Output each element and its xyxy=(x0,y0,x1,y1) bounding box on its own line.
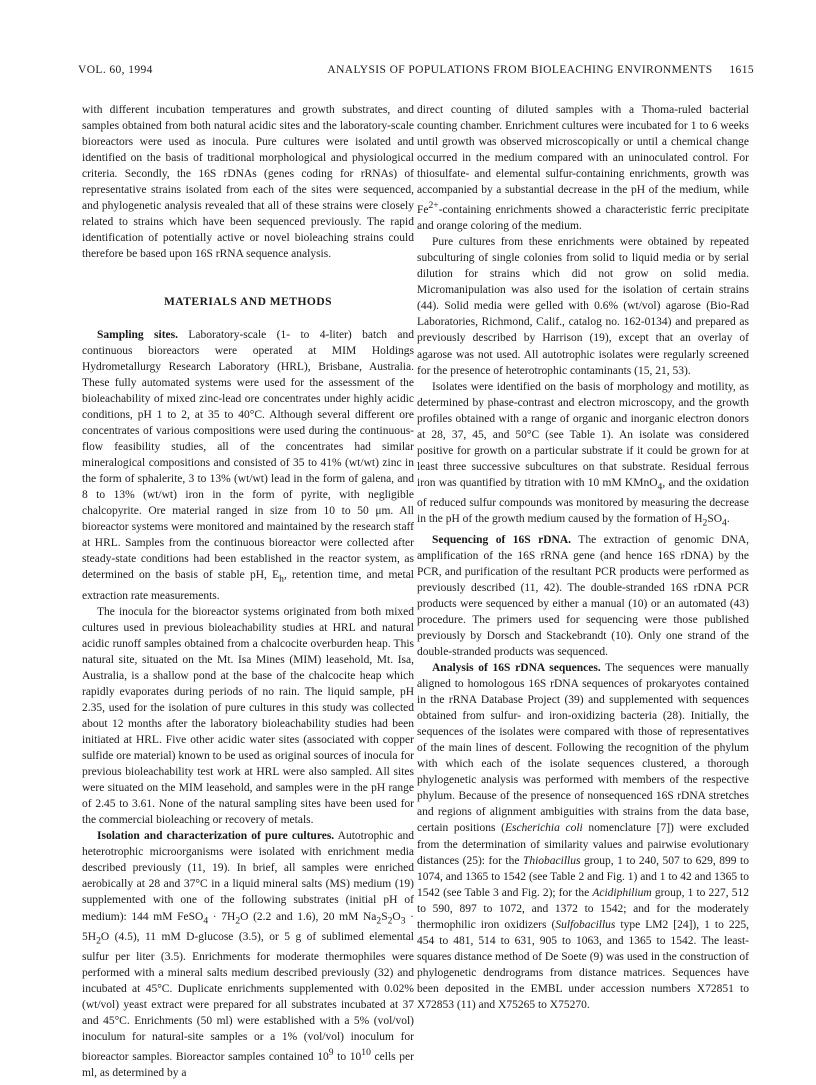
isolation-heading: Isolation and characterization of pure cultures. xyxy=(97,830,335,843)
enrichment-paragraph: direct counting of diluted samples with a Thoma-ruled bacterial counting chamber. Enrichment cultures were incubated for 1 to 6 weeks until growth was observed microscopically or until a chemical change occurred in the medium compared with an uninoculated control. For thiosulfate- and elemental sulfur-containing enrichments, growth was accompanied by a substantial decrease in the pH of the medium, while $Fe^{2+}$-containing enrichments showed a characteristic ferric precipitate and orange coloring of the medium. xyxy=(417,104,749,233)
running-header xyxy=(78,64,754,82)
isolation-paragraph: Isolation and characterization of pure cultures. Autotrophic and heterotrophic microorganisms were isolated with enrichment media described previously (11, 19). In brief, all samples were enriched aerobically at 28 and 37°C in a liquid mineral salts (MS) medium (19) supplemented with one of the following substrates (initial pH of medium): 144 mM FeSO$_4$ · $7H_2O$ (2.2 and 1.6), 20 mM $Na_2S_2O_3 \cdot 5H_2O$ (4.5), 11 mM D-glucose (3.5), or 5 g of sublimed elemental sulfur per liter (3.5). Enrichments for moderate thermophiles were performed with a mineral salts medium described previously (32) and incubated at 45°C. Duplicate enrichments supplemented with 0.02% (wt/vol) yeast extract were prepared for all substrates incubated at 37 and 45°C. Enrichments (50 ml) were established with a 5% (vol/vol) inoculum for natural-site samples or a 1% (vol/vol) inoculum for bioreactor samples. Bioreactor samples contained $10^9$ to $10^{10}$ cells per ml, as determined by a xyxy=(82,830,414,1080)
inocula-paragraph: The inocula for the bioreactor systems originated from both mixed cultures used in previous bioleachability studies at HRL and natural acidic runoff samples obtained from a chalcocite overburden heap. This natural site, situated on the Mt. Isa Mines (MIM) leasehold, Mt. Isa, Australia, is a shallow pond at the base of the chalcocite heap which rapidly evaporates during periods of no rain. The liquid sample, pH 2.35, used for the isolation of pure cultures in this study was collected about 12 months after the laboratory bioleachability studies had been initiated at HRL. Five other acidic water sites (associated with copper sulfide ore material) known to be used as original sources of inocula for previous bioleachability test work at HRL were also sampled. All sites were situated on the MIM leasehold, and samples were in the pH range of 2.45 to 3.61. None of the natural sampling sites have been used for the commercial bioleaching or recovery of metals. xyxy=(82,605,414,827)
sampling-sites-heading: Sampling sites. xyxy=(97,328,178,341)
volume-label: VOL. 60, 1994 xyxy=(78,64,153,76)
intro-continuation: with different incubation temperatures and growth substrates, and samples obtained from both natural acidic sites and the laboratory-scale bioreactors were used as inocula. Pure cultures were isolated and identified on the basis of traditional morphological and physiological criteria. Secondly, the 16S rDNAs (genes coding for rRNAs) of representative strains isolated from each of the sites were sequenced, and phylogenetic analysis revealed that all of these strains were closely related to strains which have been sequenced previously. The rapid identification of potentially active or novel bioleaching strains could therefore be based upon 16S rRNA sequence analysis. xyxy=(82,104,414,261)
sequencing-paragraph: Sequencing of 16S rDNA. The extraction of genomic DNA, amplification of the 16S rRNA gene (and hence 16S rDNA) by the PCR, and purification of the resultant PCR products were performed as previously described (11, 42). The double-stranded 16S rDNA PCR products were sequenced by either a manual (10) or an automated (43) procedure. The primers used for sequencing were those published previously by Dorsch and Stackebrandt (10). Only one strand of the double-stranded products was sequenced. xyxy=(417,533,750,658)
pure-cultures-paragraph: Pure cultures from these enrichments were obtained by repeated subculturing of single colonies from solid to liquid media or by serial dilution for strains which did not grow on solid media. Micromanipulation was also used for the isolation of certain strains (44). Solid media were gelled with 0.6% (wt/vol) agarose (Bio-Rad Laboratories, Richmond, Calif., catalog no. 162-0134) and prepared as previously described by Harrison (19), except that an overlay of agarose was not used. All autotrophic isolates were regularly screened for the presence of heterotrophic contaminants (15, 21, 53). xyxy=(417,236,749,377)
running-title: ANALYSIS OF POPULATIONS FROM BIOLEACHING ENVIRONMENTS xyxy=(327,64,713,76)
page-number: 1615 xyxy=(729,64,754,76)
left-column xyxy=(82,102,414,1081)
sampling-sites-paragraph: Sampling sites. Laboratory-scale (1- to 4-liter) batch and continuous bioreactors were operated at MIM Holdings Hydrometallurgy Research Laboratory (HRL), Brisbane, Australia. These fully automated systems were used for the assessment of the bioleachability of mixed zinc-lead ore concentrates under highly acidic conditions, pH 1 to 2, at 35 to 40°C. Although several different ore concentrates of various compositions were used during the continuous-flow feasibility studies, all of the concentrates had similar mineralogical compositions and consisted of 35 to 41% (wt/wt) zinc in the form of sphalerite, 3 to 13% (wt/wt) lead in the form of galena, and 8 to 13% (wt/wt) iron in the form of pyrite, with negligible chalcopyrite. Ore material ranged in size from 10 to 50 μm. All bioreactor systems were monitored and maintained by the research staff at HRL. Samples from the continuous bioreactor were collected after steady-state conditions had been established in the reactor system, as determined on the basis of stable pH, $E_h$, retention time, and metal extraction rate measurements. xyxy=(82,328,415,602)
analysis-heading: Analysis of 16S rDNA sequences. xyxy=(432,662,601,675)
right-column xyxy=(417,102,749,1013)
sequencing-heading: Sequencing of 16S rDNA. xyxy=(432,533,572,546)
section-title: MATERIALS AND METHODS xyxy=(163,296,333,309)
analysis-paragraph: Analysis of 16S rDNA sequences. The sequences were manually aligned to homologous 16S rDNA sequences of prokaryotes contained in the rRNA Database Project (39) and supplemented with sequences obtained from sulfur- and iron-oxidizing bacteria (28). Initially, the sequences of the isolates were compared with those of representatives of the main lines of descent. Following the recognition of the phylum with which each of the isolate sequences clustered, a thorough phylogenetic analysis was performed with members of the respective phylum. Because of the presence of nonsequenced 16S rDNA stretches and regions of alignment ambiguities with strains from the data base, certain positions (Escherichia coli nomenclature [7]) were excluded from the determination of similarity values and pairwise evolutionary distances (25): for the Thiobacillus group, 1 to 240, 507 to 629, 899 to 1074, and 1365 to 1542 (see Table 2 and Fig. 1) and 1 to 42 and 1365 to 1542 (see Table 3 and Fig. 2); for the Acidiphilium group, 1 to 227, 512 to 590, 897 to 1072, and 1372 to 1542; and for the moderately thermophilic iron oxidizers (Sulfobacillus type LM2 [24]), 1 to 225, 454 to 481, 514 to 631, 905 to 1063, and 1365 to 1542. The least-squares distance method of De Soete (9) was used in the construction of phylogenetic dendrograms from distance matrices. Sequences have been deposited in the EMBL under accession numbers X72851 to X72853 (11) and X75265 to X75270. xyxy=(417,662,750,1011)
identification-paragraph: Isolates were identified on the basis of morphology and motility, as determined by phase-contrast and electron microscopy, and the growth profiles obtained with a range of organic and inorganic electron donors at 28, 37, 45, and 50°C (see Table 1). An isolate was considered positive for growth on a particular substrate if it could be grown for at least three successive subcultures on that substrate. Residual ferrous iron was quantified by titration with 10 mM KMnO$_4$, and the oxidation of reduced sulfur compounds was monitored by measuring the decrease in the pH of the growth medium caused by the formation of $H_2SO_4$. xyxy=(417,380,749,529)
